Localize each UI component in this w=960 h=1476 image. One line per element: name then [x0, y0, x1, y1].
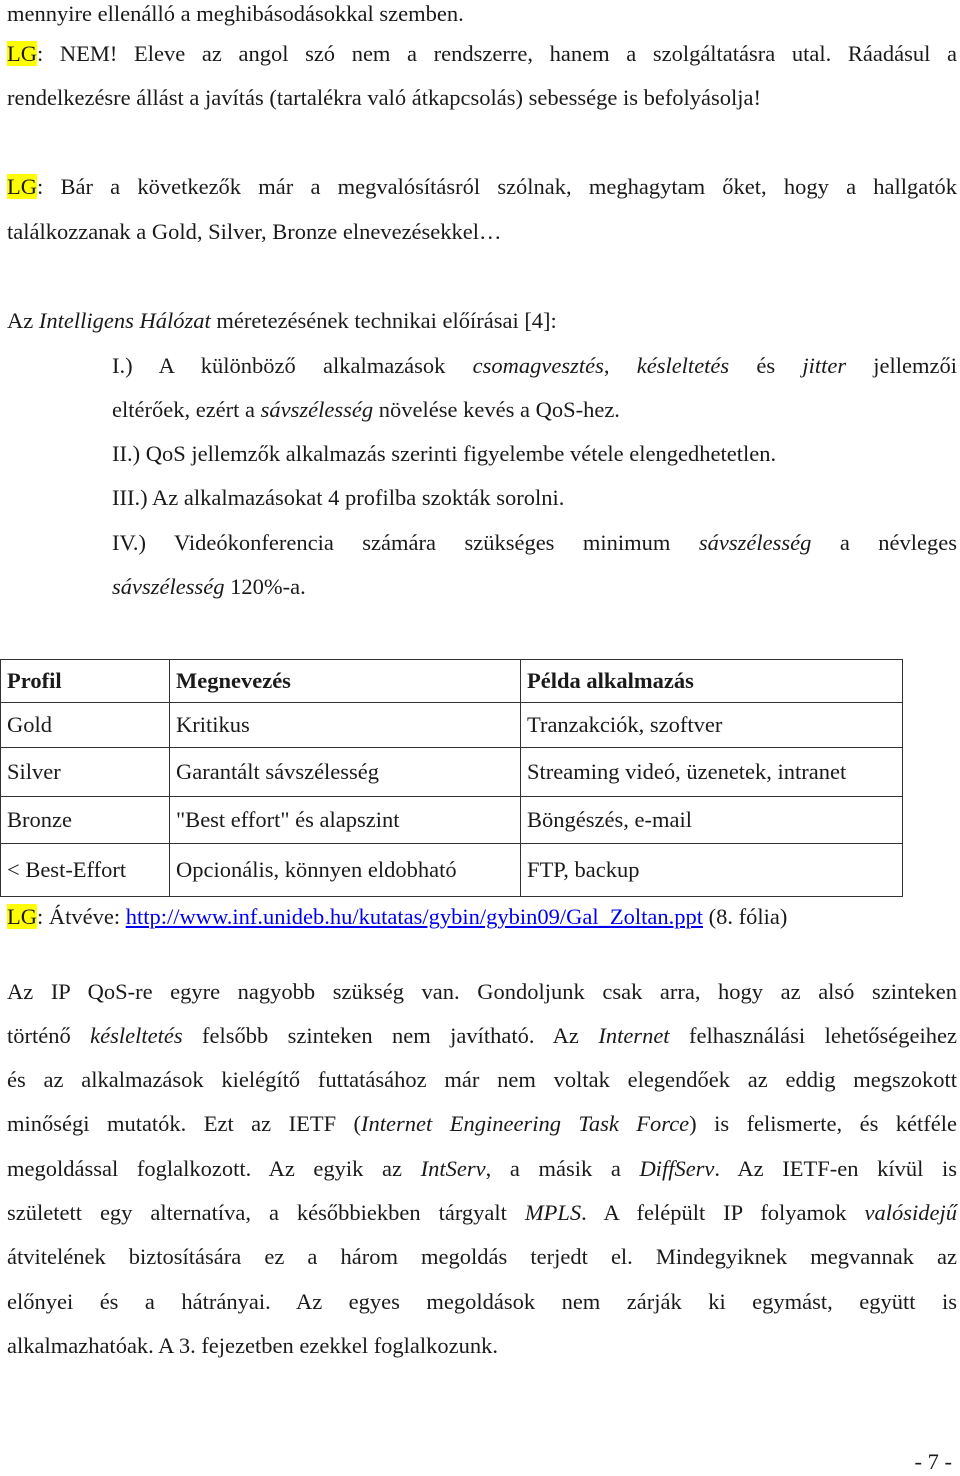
requirement-i: I.) A különböző alkalmazások csomagvesztés, késleltetés és jitter jellemzői: [112, 353, 958, 378]
table-cell: Opcionális, könnyen eldobható: [170, 844, 521, 897]
table-cell: Garantált sávszélesség: [170, 748, 521, 797]
table-cell: Bronze: [1, 797, 170, 844]
table-cell: "Best effort" és alapszint: [170, 797, 521, 844]
lg-comment-1-cont: rendelkezésre állást a javítás (tartalékra való átkapcsolás) sebessége is befolyásolja!: [7, 85, 762, 110]
table-cell: Tranzakciók, szoftver: [521, 703, 903, 748]
lg-marker: LG: [7, 174, 37, 199]
page-number: - 7 -: [914, 1449, 952, 1474]
lg-marker: LG: [7, 41, 37, 66]
table-header-row: [1, 660, 903, 703]
table-cell: Böngészés, e-mail: [521, 797, 903, 844]
requirement-iv: IV.) Videókonferencia számára szükséges minimum sávszélesség a névleges: [112, 530, 957, 555]
body-line: született egy alternatíva, a későbbiekben tárgyalt MPLS. A felépült IP folyamok valósidejű: [7, 1200, 958, 1225]
table-row: [1, 748, 903, 797]
lg-comment-2: LG: Bár a következők már a megvalósításról szólnak, meghagytam őket, hogy a hallgatók: [7, 174, 957, 199]
table-row: [1, 703, 903, 748]
table-row: [1, 797, 903, 844]
table-cell: Gold: [1, 703, 170, 748]
body-line: megoldással foglalkozott. Az egyik az IntServ, a másik a DiffServ. Az IETF-en kívül is: [7, 1156, 957, 1181]
requirements-heading: Az Intelligens Hálózat méretezésének technikai előírásai [4]:: [7, 308, 557, 333]
table-header-cell: Profil: [1, 660, 170, 703]
lg-comment-2-cont: találkozzanak a Gold, Silver, Bronze elnevezésekkel…: [7, 219, 502, 244]
table-cell: Silver: [1, 748, 170, 797]
intro-line: mennyire ellenálló a meghibásodásokkal szemben.: [7, 1, 464, 26]
source-link[interactable]: http://www.inf.unideb.hu/kutatas/gybin/gybin09/Gal_Zoltan.ppt: [125, 904, 703, 929]
lg-marker: LG: [7, 904, 37, 929]
body-line: Az IP QoS-re egyre nagyobb szükség van. Gondoljunk csak arra, hogy az alsó szinteken: [7, 979, 957, 1004]
requirement-i-cont: eltérőek, ezért a sávszélesség növelése kevés a QoS-hez.: [112, 397, 620, 422]
body-line: minőségi mutatók. Ezt az IETF (Internet Engineering Task Force) is felismerte, és kétféle: [7, 1111, 957, 1136]
table-row: [1, 844, 903, 897]
qos-profile-table: [0, 659, 903, 897]
requirement-ii: II.) QoS jellemzők alkalmazás szerinti figyelembe vétele elengedhetetlen.: [112, 441, 777, 466]
table-header-cell: Példa alkalmazás: [521, 660, 903, 703]
body-line: átvitelének biztosítására ez a három megoldás terjedt el. Mindegyiknek megvannak az: [7, 1244, 957, 1269]
lg-comment-1: LG: NEM! Eleve az angol szó nem a rendszerre, hanem a szolgáltatásra utal. Ráadásul a: [7, 41, 957, 66]
body-line: előnyei és a hátrányai. Az egyes megoldások nem zárják ki egymást, együtt is: [7, 1289, 957, 1314]
source-line: LG: Átvéve: http://www.inf.unideb.hu/kutatas/gybin/gybin09/Gal_Zoltan.ppt (8. fólia): [7, 904, 788, 929]
table-cell: < Best-Effort: [1, 844, 170, 897]
body-line: történő késleltetés felsőbb szinteken nem javítható. Az Internet felhasználási lehetőségeihez: [7, 1023, 957, 1048]
body-line: alkalmazhatóak. A 3. fejezetben ezekkel foglalkozunk.: [7, 1333, 499, 1358]
table-cell: Streaming videó, üzenetek, intranet: [521, 748, 903, 797]
body-line: és az alkalmazások kielégítő futtatásához már nem voltak elegendőek az eddig megszokott: [7, 1067, 957, 1092]
requirement-iii: III.) Az alkalmazásokat 4 profilba szokták sorolni.: [112, 485, 565, 510]
requirement-iv-cont: sávszélesség 120%-a.: [112, 574, 306, 599]
table-cell: Kritikus: [170, 703, 521, 748]
table-header-cell: Megnevezés: [170, 660, 521, 703]
table-cell: FTP, backup: [521, 844, 903, 897]
